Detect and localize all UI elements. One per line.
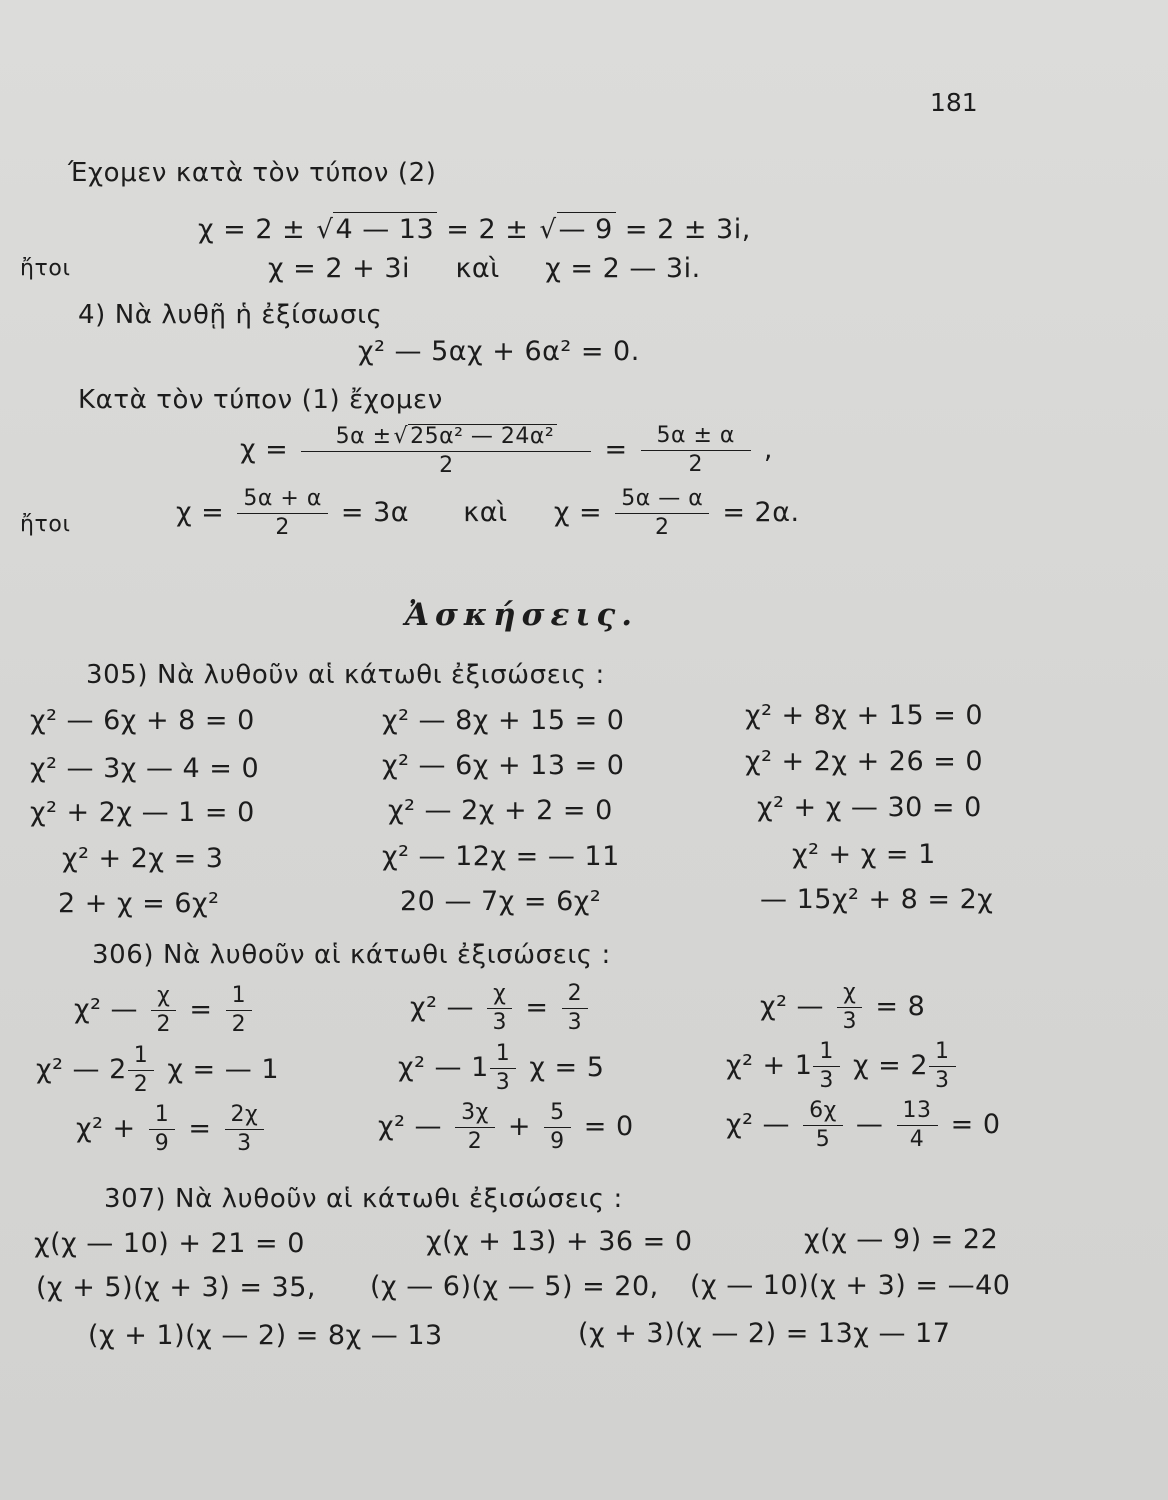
numerator: 5 (544, 1102, 571, 1128)
equation: (χ + 1)(χ — 2) = 8χ — 13 (88, 1320, 443, 1351)
eq-part: = 2 ± (446, 214, 529, 245)
fraction (149, 1104, 176, 1155)
eq-part: = (189, 994, 213, 1025)
fraction (226, 985, 253, 1036)
exercise-306-heading: 306) Νὰ λυθοῦν αἱ κάτωθι ἐξισώσεις : (92, 940, 611, 970)
eq-part: = 2 ± 3i, (624, 214, 751, 245)
fraction (929, 1041, 956, 1092)
numerator: χ (487, 983, 512, 1009)
sqrt: √4 — 13 (316, 212, 437, 245)
numerator-text: 5α ± (335, 424, 392, 449)
fraction (490, 1043, 517, 1094)
equation: χ² + χ — 30 = 0 (757, 792, 982, 823)
equation: (χ — 6)(χ — 5) = 20, (370, 1271, 659, 1302)
eq-part: = 2α. (722, 497, 800, 528)
numerator: 1 (226, 985, 253, 1011)
intro-text: Έχομεν κατὰ τὸν τύπον (2) (68, 158, 437, 188)
eq-part: χ² — (74, 994, 139, 1025)
eq-part: χ² — (410, 992, 475, 1023)
eq-part: χ² — 1 (398, 1052, 489, 1083)
exercise-305-heading: 305) Νὰ λυθοῦν αἱ κάτωθι ἐξισώσεις : (86, 660, 605, 690)
numerator: 1 (929, 1041, 956, 1067)
equation: χ² + 2χ = 3 (62, 843, 224, 874)
equation: χ² — 12χ = — 11 (382, 841, 620, 872)
denominator: 3 (237, 1131, 252, 1156)
fraction-equation (760, 982, 925, 1033)
eq-part: , (763, 434, 773, 465)
denominator: 5 (815, 1127, 831, 1152)
fraction (455, 1102, 495, 1153)
fraction (562, 983, 589, 1034)
equation: χ(χ — 9) = 22 (804, 1224, 999, 1255)
numerator: 3χ (455, 1102, 495, 1128)
eq-part: χ = 2 ± (198, 214, 306, 245)
denominator: 2 (439, 453, 454, 478)
eq-part: — (855, 1109, 884, 1140)
eq-part: χ² — (760, 991, 825, 1022)
eq-part: = 0 (950, 1109, 1001, 1140)
fraction (641, 425, 751, 476)
fraction (151, 985, 176, 1036)
equation: χ² — 8χ + 15 = 0 (382, 705, 625, 736)
fraction (897, 1100, 938, 1151)
numerator: χ (837, 982, 862, 1008)
denominator: 3 (819, 1068, 834, 1093)
numerator: 5α — α (615, 488, 709, 514)
equation: χ² — 2χ + 2 = 0 (388, 795, 613, 826)
fraction (544, 1102, 571, 1153)
fraction-equation (398, 1043, 604, 1094)
eq-part: χ² — (726, 1109, 791, 1140)
fraction (813, 1041, 840, 1092)
example-heading: 4) Νὰ λυθῇ ἡ ἐξίσωσις (78, 300, 383, 330)
radicand: 25α² — 24α² (408, 424, 557, 448)
solution-formula (240, 424, 773, 477)
example-equation: χ² — 5αχ + 6α² = 0. (358, 336, 640, 367)
fraction (803, 1100, 843, 1151)
fraction-equation (76, 1104, 268, 1155)
fraction-equation (726, 1100, 1001, 1151)
denominator: 2 (275, 515, 290, 540)
denominator: 9 (154, 1131, 170, 1156)
numerator: 5α + α (237, 488, 327, 514)
equation: χ(χ — 10) + 21 = 0 (34, 1228, 305, 1259)
eq-part: χ² + 1 (726, 1050, 813, 1081)
equation: χ² + 2χ + 26 = 0 (745, 746, 984, 777)
denominator: 3 (492, 1010, 507, 1035)
equation: (χ + 5)(χ + 3) = 35, (36, 1272, 316, 1303)
fraction (128, 1045, 155, 1096)
numerator: 1 (490, 1043, 517, 1069)
eq-part: = (604, 434, 628, 465)
denominator: 9 (550, 1129, 565, 1154)
denominator: 4 (909, 1127, 925, 1152)
equation: (χ — 10)(χ + 3) = —40 (690, 1270, 1011, 1301)
equation: χ² + 2χ — 1 = 0 (30, 797, 255, 828)
eq-part: = 0 (583, 1111, 634, 1142)
eq-part: = (188, 1113, 212, 1144)
denominator: 2 (133, 1072, 149, 1097)
equation: χ(χ + 13) + 36 = 0 (426, 1226, 693, 1257)
denominator: 3 (842, 1009, 857, 1034)
denominator: 3 (935, 1068, 950, 1093)
equation: — 15χ² + 8 = 2χ (760, 884, 994, 915)
eq-part: χ = — 1 (167, 1054, 280, 1085)
eq-part: = (525, 992, 549, 1023)
fraction-equation (378, 1102, 634, 1153)
equation: 2 + χ = 6χ² (58, 888, 220, 919)
equation: χ² + 8χ + 15 = 0 (745, 700, 984, 731)
numerator: 13 (897, 1100, 938, 1126)
eq-part: χ² — 2 (36, 1054, 127, 1085)
equation: χ² — 6χ + 8 = 0 (30, 705, 255, 736)
denominator: 2 (467, 1129, 483, 1154)
exercise-307-heading: 307) Νὰ λυθοῦν αἱ κάτωθι ἐξισώσεις : (104, 1184, 623, 1214)
fraction (615, 488, 709, 539)
eq-part: χ = (240, 434, 289, 465)
equation: χ² + χ = 1 (792, 839, 936, 870)
numerator: 1 (813, 1041, 840, 1067)
page-number: 181 (930, 88, 978, 117)
numerator: 2 (562, 983, 589, 1009)
eq-part: χ = (553, 497, 603, 528)
eq-part: + (507, 1111, 532, 1142)
solution-roots (176, 488, 800, 539)
sqrt: √— 9 (539, 212, 615, 245)
fraction (837, 982, 862, 1033)
radicand: 4 — 13 (333, 212, 437, 245)
intro-equation-1 (198, 212, 751, 245)
equation: χ² — 3χ — 4 = 0 (30, 753, 260, 784)
radicand: — 9 (557, 212, 616, 245)
intro-equation-2: χ = 2 + 3i καὶ χ = 2 — 3i. (268, 253, 701, 284)
denominator: 2 (655, 515, 670, 540)
eq-part: χ = 2 (852, 1050, 929, 1081)
numerator: 2χ (225, 1104, 265, 1130)
eq-part: χ² — (378, 1111, 443, 1142)
eq-part: χ = 5 (529, 1052, 605, 1083)
eq-part: χ = (176, 497, 225, 528)
eq-part: = 3α (340, 497, 410, 528)
denominator: 2 (156, 1012, 171, 1037)
fraction-equation (726, 1041, 960, 1092)
formula-intro: Κατὰ τὸν τύπον (1) ἔχομεν (78, 385, 443, 415)
eq-part: = 8 (875, 991, 926, 1022)
denominator: 3 (567, 1010, 583, 1035)
equation: (χ + 3)(χ — 2) = 13χ — 17 (578, 1318, 951, 1349)
fraction (487, 983, 512, 1034)
equation: 20 — 7χ = 6χ² (400, 886, 602, 917)
fraction (301, 424, 591, 477)
denominator: 2 (688, 452, 703, 477)
fraction-equation (410, 983, 592, 1034)
fraction (225, 1104, 265, 1155)
sqrt: √25α² — 24α² (394, 424, 558, 448)
fraction-equation (36, 1045, 279, 1096)
equation: χ² — 6χ + 13 = 0 (382, 750, 625, 781)
eq-part: χ² + (76, 1113, 136, 1144)
itoi-label: ἤτοι (20, 512, 71, 537)
numerator: 6χ (803, 1100, 843, 1126)
eq-part: καὶ (463, 497, 508, 528)
fraction (237, 488, 327, 539)
exercises-title: Ἀσκήσεις. (405, 597, 639, 633)
numerator: 1 (128, 1045, 155, 1071)
numerator: χ (151, 985, 176, 1011)
denominator: 2 (231, 1012, 247, 1037)
numerator: 1 (149, 1104, 176, 1130)
numerator (301, 424, 591, 452)
fraction-equation (74, 985, 256, 1036)
itoi-label: ἤτοι (20, 256, 71, 281)
numerator: 5α ± α (641, 425, 751, 451)
denominator: 3 (495, 1070, 511, 1095)
